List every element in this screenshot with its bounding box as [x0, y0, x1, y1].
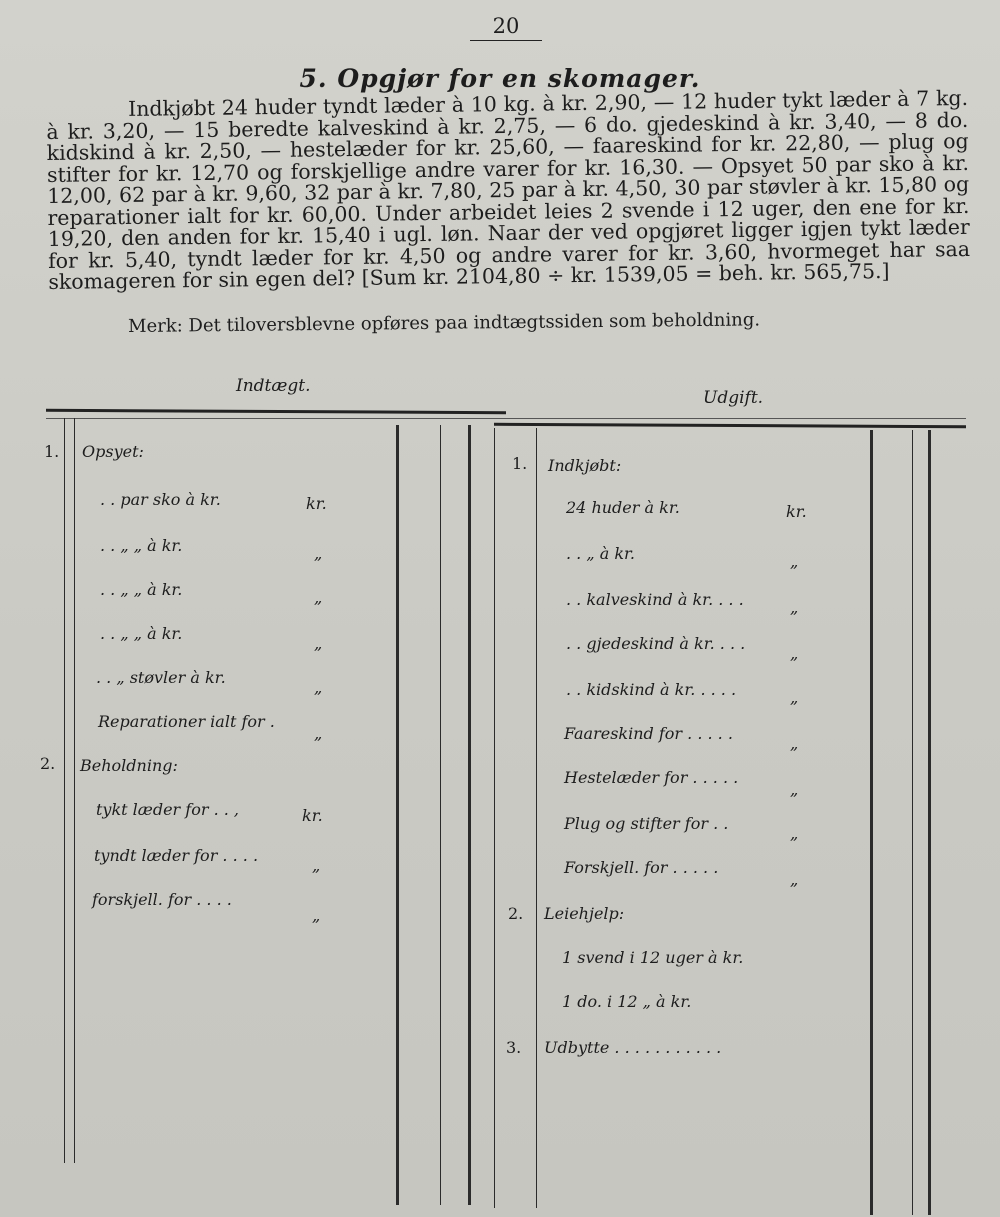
expense-row: Forskjell. for . . . . .: [564, 858, 719, 877]
expense-left-border: [494, 428, 495, 1208]
expense-row-unit: kr.: [786, 502, 807, 521]
income-row-unit: kr.: [306, 494, 327, 513]
expense-section-label: Indkjøbt:: [548, 456, 622, 475]
expense-row: 24 huder à kr.: [566, 498, 680, 517]
income-row-unit: „: [314, 634, 323, 653]
income-header: Indtægt.: [236, 376, 311, 396]
note-text: Merk: Det tiloversblevne opføres paa indtægtssiden som beholdning.: [128, 309, 761, 337]
income-row-unit: „: [312, 856, 321, 875]
income-section-number: 2.: [40, 754, 56, 773]
income-row: . . „ støvler à kr.: [96, 668, 226, 687]
expense-row-unit: „: [790, 870, 799, 889]
income-row: . . „ „ à kr.: [100, 624, 183, 643]
income-row-unit: „: [314, 588, 323, 607]
income-ore-rule: [440, 425, 441, 1205]
expense-ore-rule: [912, 430, 913, 1215]
income-left-border: [64, 418, 65, 1163]
expense-right-rule: [928, 430, 931, 1215]
income-row-unit: „: [314, 724, 323, 743]
expense-row: . . kalveskind à kr. . . .: [566, 590, 744, 609]
expense-row: . . kidskind à kr. . . . .: [566, 680, 737, 699]
section-title: 5. Opgjør for en skomager.: [299, 64, 701, 93]
income-row-unit: „: [312, 906, 321, 925]
income-amount-rule: [396, 425, 399, 1205]
expense-section-number: 3.: [506, 1038, 522, 1057]
expense-row: . . „ à kr.: [566, 544, 636, 563]
income-row: tyndt læder for . . . .: [94, 846, 259, 865]
income-right-rule: [468, 425, 471, 1205]
expense-row-unit: „: [790, 734, 799, 753]
expense-row-unit: „: [790, 644, 799, 663]
income-row: tykt læder for . . ,: [96, 800, 239, 819]
income-row: . . „ „ à kr.: [100, 536, 183, 555]
expense-amount-rule: [870, 430, 873, 1215]
expense-section-number: 2.: [508, 904, 524, 923]
expense-section-label: Leiehjelp:: [544, 904, 625, 923]
table-rule-left: [46, 409, 506, 414]
expense-row-unit: „: [790, 552, 799, 571]
problem-text: Indkjøbt 24 huder tyndt læder à 10 kg. à kr. 2,90, — 12 huder tykt læder à 7 kg. à kr. 3,20, — 15 beredte kalveskind à kr. 2,75, — 6 do. gjedeskind à kr. 3,40, — 8 do. kidskind à kr. 2,50, — hestelæder for kr. 25,60, — faareskind for kr. 22,80, — plug og stifter for kr. 12,70 og forskjellige andre varer for kr. 16,30. — Opsyet 50 par sko à kr. 12,00, 62 par à kr. 9,60, 32 par à kr. 7,80, 25 par à kr. 4,50, 30 par støvler à kr. 15,80 og reparationer ialt for kr. 60,00. Under arbeidet leies 2 svende i 12 uger, den ene for kr. 19,20, den anden for kr. 15,40 i ugl. løn. Naar der ved opgjøret ligger igjen tykt læder for kr. 5,40, tyndt læder for kr. 4,50 og andre varer for kr. 3,60, hvormeget har saa skomageren for sin egen del? [Sum kr. 2104,80 ÷ kr. 1539,05 = beh. kr. 565,75.]: [46, 85, 971, 294]
page-number: 20: [470, 14, 542, 41]
income-section-label: Opsyet:: [82, 442, 144, 461]
income-row: . . „ „ à kr.: [100, 580, 183, 599]
income-row: forskjell. for . . . .: [92, 890, 232, 909]
expense-text-border: [536, 428, 537, 1208]
expense-header: Udgift.: [703, 388, 764, 408]
income-section-label: Beholdning:: [80, 756, 178, 775]
income-row-unit: „: [314, 678, 323, 697]
income-row-unit: „: [314, 544, 323, 563]
table-rule-right: [494, 423, 966, 428]
expense-row: Plug og stifter for . .: [564, 814, 729, 833]
expense-row: Hestelæder for . . . . .: [564, 768, 739, 787]
expense-row: . . gjedeskind à kr. . . .: [566, 634, 746, 653]
expense-row: Faareskind for . . . . .: [564, 724, 733, 743]
expense-row-unit: „: [790, 780, 799, 799]
expense-row-unit: „: [790, 824, 799, 843]
income-section-number: 1.: [44, 442, 60, 461]
expense-row: 1 svend i 12 uger à kr.: [562, 948, 744, 967]
table-rule-thin: [46, 418, 966, 419]
expense-section-number: 1.: [512, 454, 528, 473]
income-row: Reparationer ialt for .: [98, 712, 275, 731]
income-row-unit: kr.: [302, 806, 323, 825]
income-row: . . par sko à kr.: [100, 490, 221, 509]
expense-section-label: Udbytte . . . . . . . . . . .: [544, 1038, 722, 1057]
expense-row-unit: „: [790, 688, 799, 707]
income-text-border: [74, 418, 75, 1163]
expense-row-unit: „: [790, 598, 799, 617]
expense-row: 1 do. i 12 „ à kr.: [562, 992, 692, 1011]
